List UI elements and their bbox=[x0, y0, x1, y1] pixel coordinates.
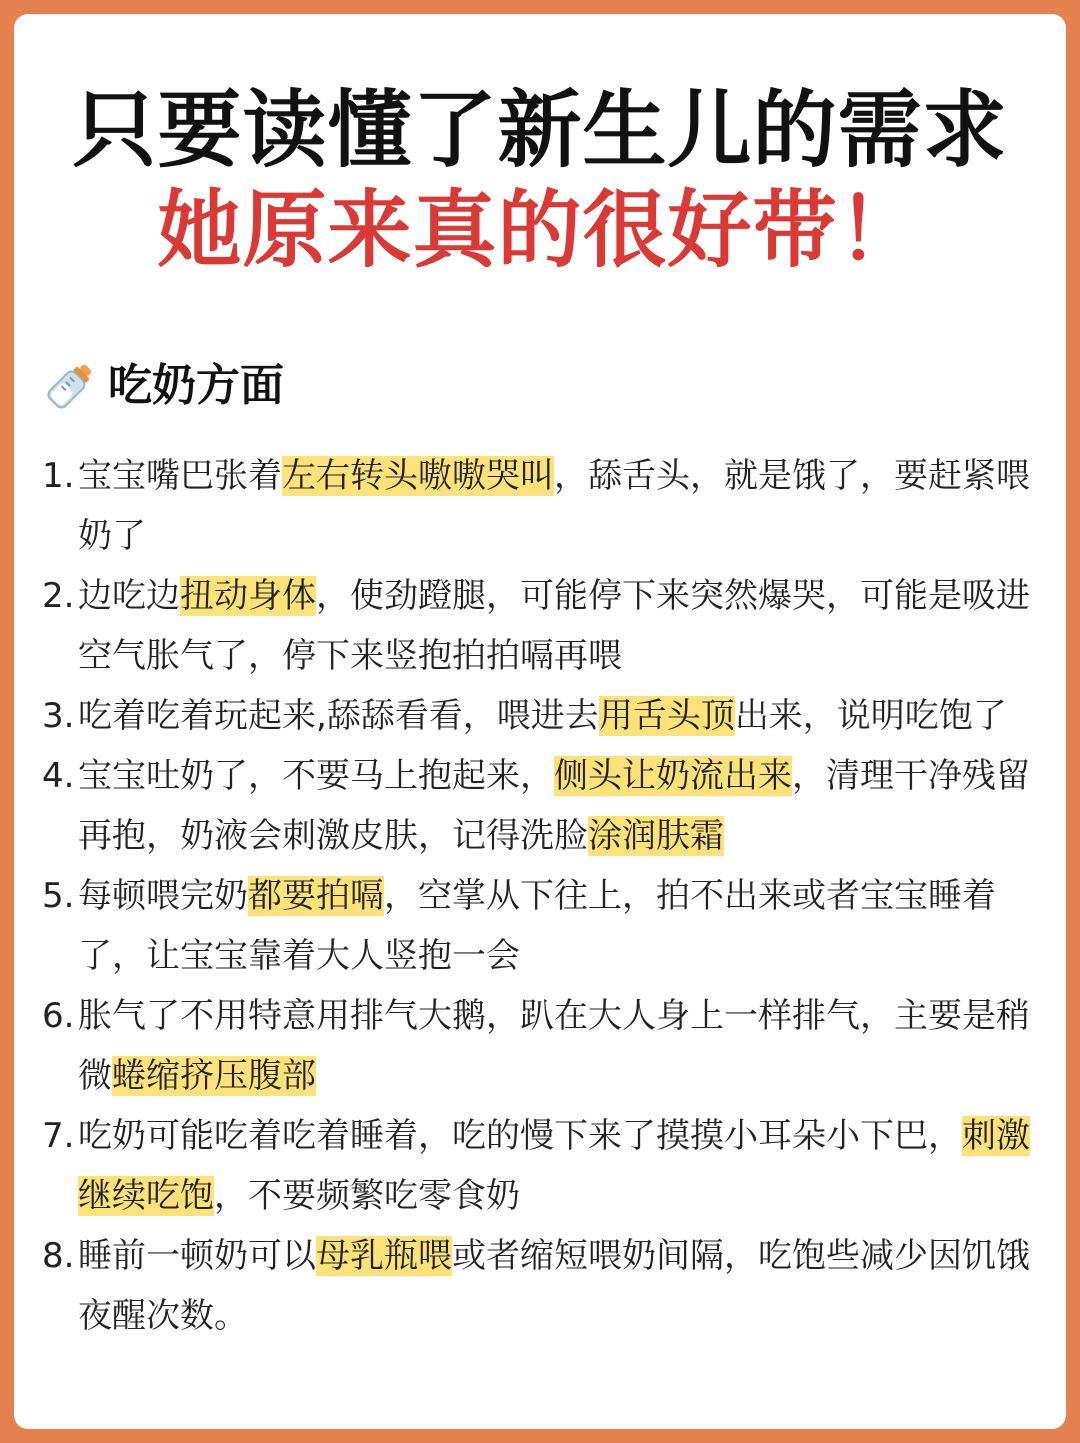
item-number: 5. bbox=[42, 876, 75, 916]
highlighted-text: 蜷缩挤压腹部 bbox=[112, 1056, 316, 1096]
item-text: 睡前一顿奶可以 bbox=[78, 1236, 316, 1276]
list-item bbox=[42, 446, 1042, 566]
highlighted-text: 用舌头顶 bbox=[598, 696, 735, 736]
item-text: ，不要频繁吃零食奶 bbox=[214, 1176, 520, 1216]
content-card bbox=[14, 14, 1066, 1429]
item-text: 吃着吃着玩起来,舔舔看看，喂进去 bbox=[78, 696, 599, 736]
highlighted-text: 涂润肤霜 bbox=[588, 816, 724, 856]
list-item bbox=[42, 866, 1042, 986]
page-subtitle: 她原来真的很好带！ bbox=[157, 181, 923, 279]
list-item bbox=[42, 1106, 1042, 1226]
list-item bbox=[42, 1226, 1042, 1346]
item-number: 1. bbox=[42, 456, 75, 496]
item-text: 边吃边 bbox=[78, 576, 180, 616]
highlighted-text: 左右转头嗷嗷哭叫 bbox=[282, 456, 554, 496]
item-text: 或者缩短喂奶间隔，吃饱些减少因饥饿夜醒次数。 bbox=[78, 1236, 1030, 1336]
item-number: 4. bbox=[42, 756, 75, 796]
item-text: ，清理干净残留再抱，奶液会刺激皮肤，记得洗脸 bbox=[78, 756, 1030, 856]
item-text: ，使劲蹬腿，可能停下来突然爆哭，可能是吸进空气胀气了，停下来竖抱拍拍嗝再喂 bbox=[78, 576, 1030, 676]
item-text: 每顿喂完奶 bbox=[78, 876, 248, 916]
list-item bbox=[42, 686, 1042, 746]
section-header bbox=[42, 354, 284, 418]
highlighted-text: 侧头让奶流出来 bbox=[554, 756, 792, 796]
item-text: ，空掌从下往上，拍不出来或者宝宝睡着了，让宝宝靠着大人竖抱一会 bbox=[78, 876, 996, 976]
item-text: 宝宝嘴巴张着 bbox=[78, 456, 282, 496]
item-number: 6. bbox=[42, 996, 75, 1036]
item-number: 7. bbox=[42, 1116, 75, 1156]
item-text: 宝宝吐奶了，不要马上抱起来， bbox=[78, 756, 554, 796]
item-text: ，舔舌头，就是饿了，要赶紧喂奶了 bbox=[78, 456, 1030, 556]
tips-list bbox=[42, 446, 1042, 1346]
highlighted-text: 扭动身体 bbox=[180, 576, 316, 616]
item-number: 8. bbox=[42, 1236, 75, 1276]
item-number: 3. bbox=[42, 696, 75, 736]
list-item bbox=[42, 986, 1042, 1106]
item-text: 胀气了不用特意用排气大鹅，趴在大人身上一样排气，主要是稍微 bbox=[78, 996, 1030, 1096]
list-item bbox=[42, 566, 1042, 686]
highlighted-text: 母乳瓶喂 bbox=[316, 1236, 452, 1276]
highlighted-text: 刺激继续吃饱 bbox=[78, 1116, 1030, 1216]
baby-bottle-icon bbox=[42, 358, 98, 414]
page-title: 只要读懂了新生儿的需求 bbox=[72, 81, 1008, 179]
section-title: 吃奶方面 bbox=[108, 360, 284, 411]
highlighted-text: 都要拍嗝 bbox=[248, 876, 384, 916]
list-item bbox=[42, 746, 1042, 866]
item-text: 吃奶可能吃着吃着睡着，吃的慢下来了摸摸小耳朵小下巴， bbox=[78, 1116, 962, 1156]
item-text: 出来，说明吃饱了 bbox=[734, 696, 1007, 736]
item-number: 2. bbox=[42, 576, 75, 616]
